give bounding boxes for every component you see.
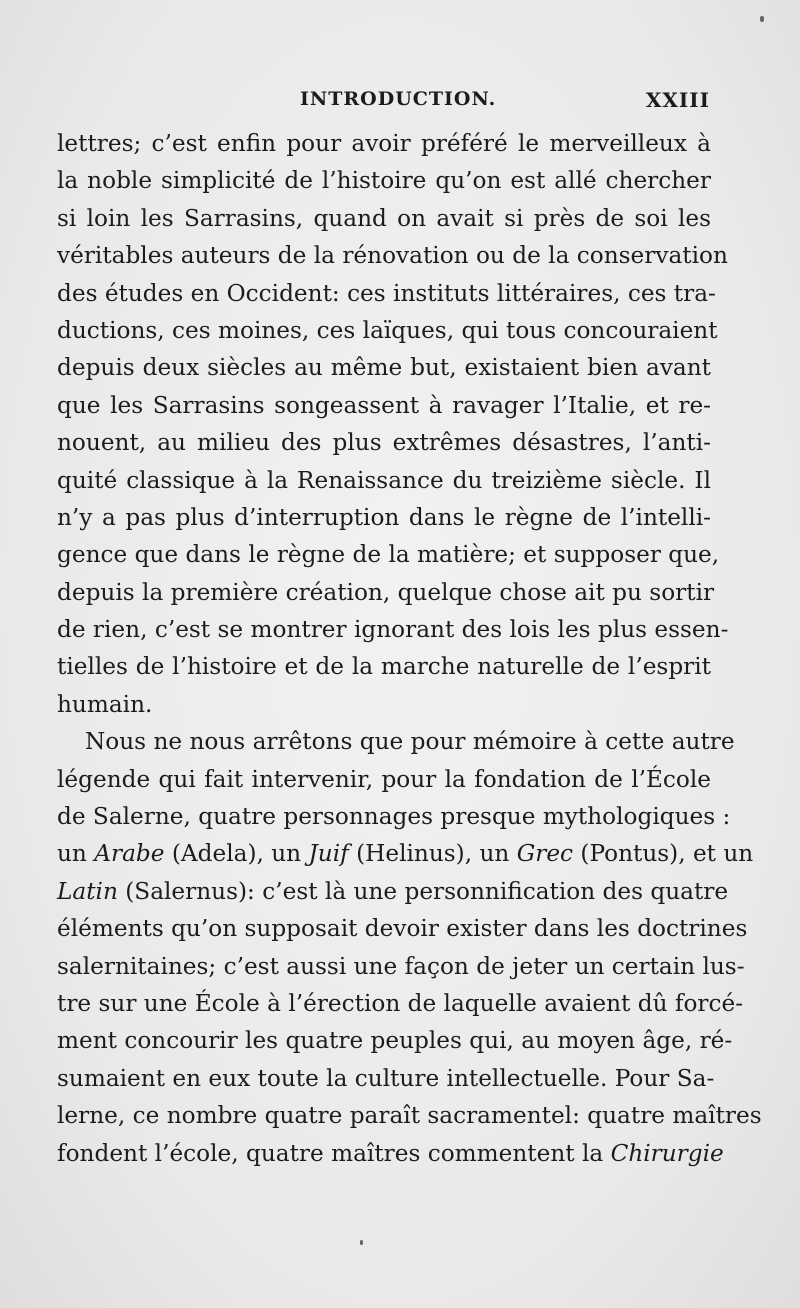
text-line: n’y a pas plus d’interruption dans le règne de l’intelli- — [57, 503, 711, 531]
italic-term: Chirurgie — [610, 1139, 724, 1167]
text-line: sumaient en eux toute la culture intellectuelle. Pour Sa- — [57, 1064, 715, 1092]
body-text — [57, 125, 762, 1172]
text-segment: (Helinus), un — [348, 840, 517, 868]
text-line: quité classique à la Renaissance du treizième siècle. Il — [57, 466, 711, 494]
text-line: ductions, ces moines, ces laïques, qui tous concouraient — [57, 316, 718, 344]
text-line: gence que dans le règne de la matière; et supposer que, — [57, 541, 720, 569]
italic-term: Grec — [516, 840, 574, 868]
text-line: que les Sarrasins songeassent à ravager l’Italie, et re- — [57, 391, 711, 419]
text-segment: un — [57, 840, 95, 868]
text-line: légende qui fait intervenir, pour la fondation de l’École — [57, 765, 711, 793]
text-line: ment concourir les quatre peuples qui, au moyen âge, ré- — [57, 1027, 733, 1055]
text-line — [57, 873, 729, 910]
text-line — [57, 835, 754, 872]
ink-speck — [360, 1240, 363, 1245]
ink-speck — [760, 16, 764, 22]
text-segment: fondent l’école, quatre maîtres commentent la — [57, 1139, 611, 1167]
italic-term: Juif — [308, 840, 349, 868]
text-line: depuis deux siècles au même but, existaient bien avant — [57, 354, 711, 382]
text-line: la noble simplicité de l’histoire qu’on est allé chercher — [57, 167, 711, 195]
text-line: véritables auteurs de la rénovation ou de la conservation — [57, 242, 728, 270]
page-number: XXIII — [645, 88, 710, 112]
text-line: humain. — [57, 690, 153, 718]
text-line: lettres; c’est enfin pour avoir préféré le merveilleux à — [57, 130, 711, 157]
text-line: de Salerne, quatre personnages presque mythologiques : — [57, 803, 731, 831]
text-line: Nous ne nous arrêtons que pour mémoire à cette autre — [85, 728, 735, 756]
text-line: tielles de l’histoire et de la marche naturelle de l’esprit — [57, 653, 711, 681]
text-line: tre sur une École à l’érection de laquelle avaient dû forcé- — [57, 989, 744, 1017]
text-line: des études en Occident: ces instituts littéraires, ces tra- — [57, 279, 716, 307]
text-line: éléments qu’on supposait devoir exister dans les doctrines — [57, 915, 748, 943]
text-segment: (Pontus), et un — [573, 840, 754, 868]
text-line: salernitaines; c’est aussi une façon de jeter un certain lus- — [57, 952, 745, 980]
italic-term: Latin — [57, 877, 118, 905]
text-line: lerne, ce nombre quatre paraît sacramentel: quatre maîtres — [57, 1102, 762, 1130]
text-segment: (Adela), un — [164, 840, 309, 868]
running-title: INTRODUCTION. — [300, 88, 497, 110]
text-line: si loin les Sarrasins, quand on avait si près de soi les — [57, 204, 711, 232]
text-line: depuis la première création, quelque chose ait pu sortir — [57, 578, 715, 606]
page-header — [60, 88, 710, 116]
italic-term: Arabe — [94, 840, 165, 868]
text-line: de rien, c’est se montrer ignorant des lois les plus essen- — [57, 616, 729, 644]
text-line — [57, 1135, 724, 1172]
text-line: nouent, au milieu des plus extrêmes désastres, l’anti- — [57, 429, 711, 457]
text-segment: (Salernus): c’est là une personnification des quatre — [117, 877, 729, 905]
